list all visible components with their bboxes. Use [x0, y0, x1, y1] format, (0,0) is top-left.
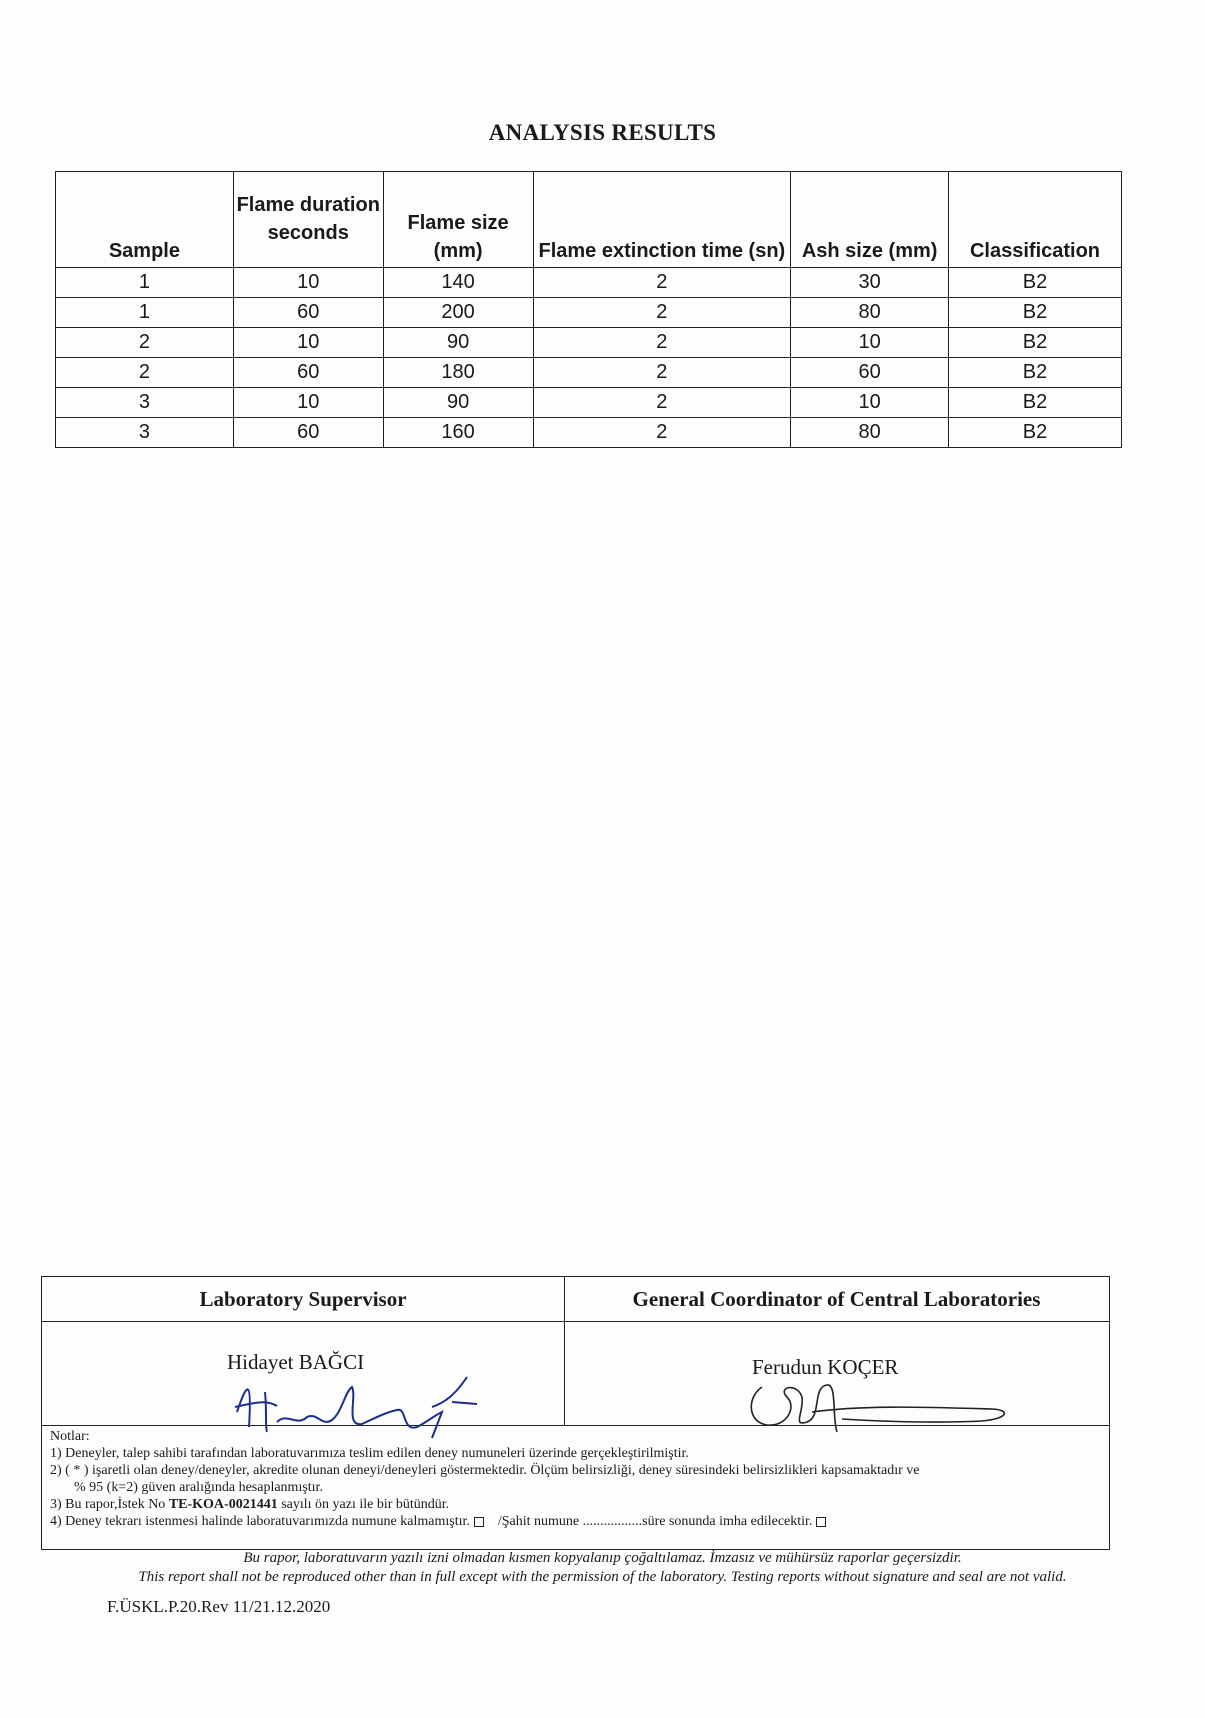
coordinator-name: Ferudun KOÇER — [752, 1355, 899, 1379]
table-cell: 2 — [533, 268, 791, 298]
note-3-suffix: sayılı ön yazı ile bir bütündür. — [281, 1497, 450, 1512]
table-row — [56, 358, 1122, 388]
note-1: 1) Deneyler, talep sahibi tarafından laboratuvarımıza teslim edilen deney numuneleri üzerinde gerçekleştirilmiştir. — [50, 1446, 689, 1461]
table-row — [56, 328, 1122, 358]
note-4 — [50, 1513, 1101, 1530]
table-cell: 1 — [56, 298, 234, 328]
header-flame-size: Flame size (mm) — [383, 172, 533, 268]
table-row — [56, 388, 1122, 418]
table-cell: 80 — [791, 418, 949, 448]
table-cell: 180 — [383, 358, 533, 388]
table-cell: 160 — [383, 418, 533, 448]
note-2-continued: % 95 (k=2) güven aralığında hesaplanmıştır. — [74, 1480, 323, 1495]
table-cell: 2 — [533, 358, 791, 388]
table-cell: B2 — [949, 328, 1122, 358]
table-cell: 200 — [383, 298, 533, 328]
table-cell: 60 — [233, 298, 383, 328]
supervisor-name: Hidayet BAĞCI — [227, 1350, 365, 1374]
table-cell: 3 — [56, 418, 234, 448]
table-cell: 10 — [233, 268, 383, 298]
table-cell: 10 — [233, 388, 383, 418]
header-sample: Sample — [56, 172, 234, 268]
page-title: ANALYSIS RESULTS — [488, 120, 717, 145]
table-cell: 90 — [383, 328, 533, 358]
table-cell: 140 — [383, 268, 533, 298]
note-2: 2) ( * ) işaretli olan deney/deneyler, akredite olunan deneyi/deneyleri göstermektedir. Ölçüm belirsizliği, deney süresindeki belirsizlikleri kapsamaktadır ve — [50, 1463, 920, 1478]
table-cell: B2 — [949, 418, 1122, 448]
table-cell: 1 — [56, 268, 234, 298]
table-cell: B2 — [949, 268, 1122, 298]
checkbox-icon — [816, 1517, 826, 1527]
disclaimer-english: This report shall not be reproduced other than in full except with the permission of the laboratory. Testing reports without signature and seal are not valid. — [138, 1569, 1067, 1585]
table-cell: 60 — [791, 358, 949, 388]
table-cell: B2 — [949, 298, 1122, 328]
table-cell: B2 — [949, 358, 1122, 388]
header-classification: Classification — [949, 172, 1122, 268]
header-ash-size: Ash size (mm) — [791, 172, 949, 268]
notes-heading: Notlar: — [50, 1429, 90, 1444]
table-cell: B2 — [949, 388, 1122, 418]
table-cell: 2 — [533, 298, 791, 328]
general-coordinator-title: General Coordinator of Central Laboratories — [564, 1277, 1109, 1322]
table-cell: 2 — [533, 418, 791, 448]
table-cell: 10 — [791, 328, 949, 358]
table-row — [56, 298, 1122, 328]
table-cell: 2 — [56, 328, 234, 358]
note-4-text: 4) Deney tekrarı istenmesi halinde laboratuvarımızda numune kalmamıştır. — [50, 1514, 470, 1529]
disclaimer-turkish: Bu rapor, laboratuvarın yazılı izni olmadan kısmen kopyalanıp çoğaltılamaz. İmzasız ve mühürsüz raporlar geçersizdir. — [243, 1550, 962, 1566]
table-cell: 30 — [791, 268, 949, 298]
table-cell: 10 — [233, 328, 383, 358]
checkbox-icon — [474, 1517, 484, 1527]
form-code: F.ÜSKL.P.20.Rev 11/21.12.2020 — [107, 1597, 331, 1616]
table-cell: 60 — [233, 358, 383, 388]
table-row — [56, 418, 1122, 448]
signature-divider — [564, 1321, 565, 1425]
table-cell: 3 — [56, 388, 234, 418]
table-header-row — [56, 172, 1122, 268]
table-row — [56, 268, 1122, 298]
request-number: TE-KOA-0021441 — [168, 1497, 278, 1512]
table-cell: 2 — [533, 328, 791, 358]
header-flame-duration: Flame duration seconds — [233, 172, 383, 268]
notes-section — [41, 1426, 1110, 1550]
table-cell: 2 — [56, 358, 234, 388]
table-cell: 2 — [533, 388, 791, 418]
table-cell: 60 — [233, 418, 383, 448]
table-cell: 10 — [791, 388, 949, 418]
results-table — [55, 171, 1122, 448]
note-3-prefix: 3) Bu rapor,İstek No — [50, 1497, 166, 1512]
table-cell: 90 — [383, 388, 533, 418]
note-3 — [50, 1496, 1101, 1513]
laboratory-supervisor-title: Laboratory Supervisor — [42, 1277, 565, 1322]
note-4-witness: /Şahit numune .................süre sonunda imha edilecektir. — [497, 1514, 813, 1529]
table-cell: 80 — [791, 298, 949, 328]
header-flame-extinction-time: Flame extinction time (sn) — [533, 172, 791, 268]
signature-block — [41, 1276, 1110, 1426]
